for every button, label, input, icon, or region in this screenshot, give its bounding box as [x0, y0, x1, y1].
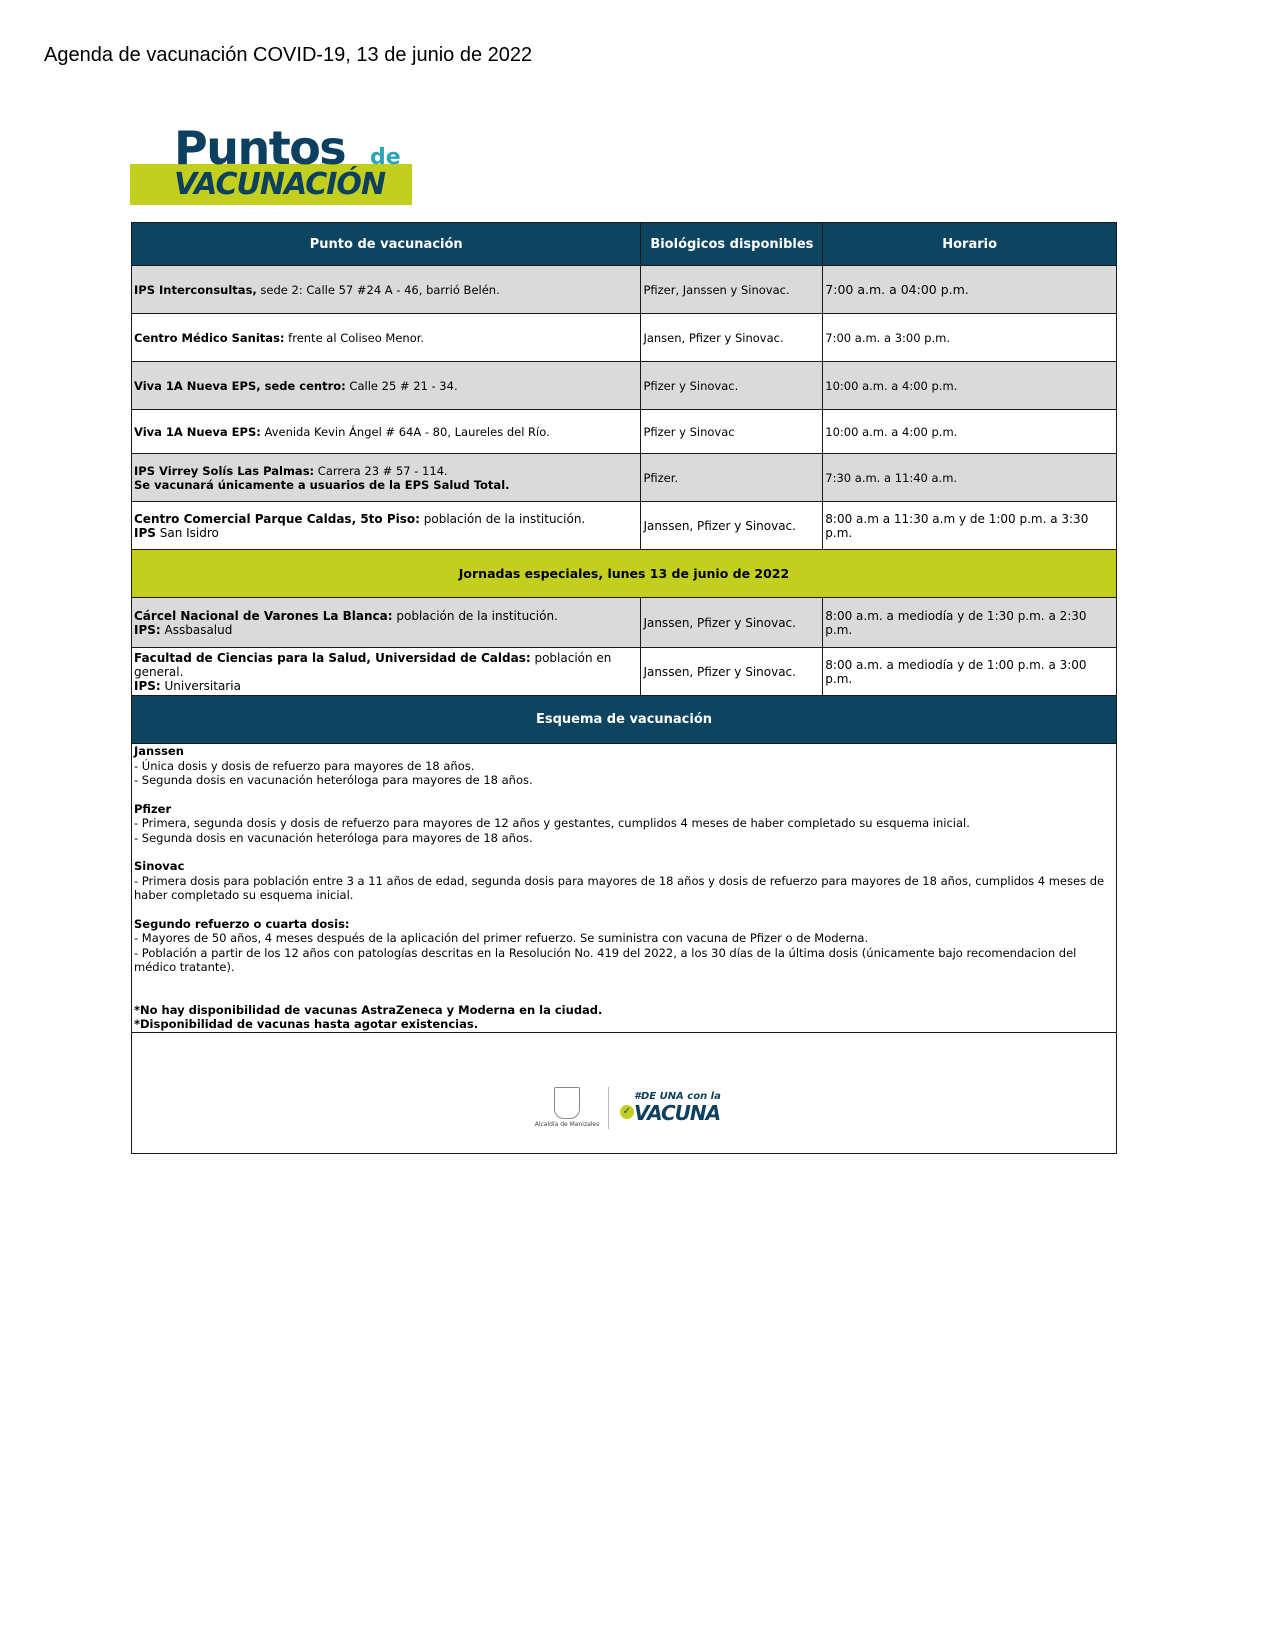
- crest-icon: [554, 1087, 580, 1119]
- ips-label: IPS:: [134, 622, 161, 637]
- punto-detail: sede 2: Calle 57 #24 A - 46, barrió Belén.: [256, 282, 500, 297]
- table-row: [132, 362, 1117, 410]
- punto-detail: Carrera 23 # 57 - 114.: [314, 463, 448, 478]
- esquema-line: - Única dosis y dosis de refuerzo para mayores de 18 años.: [134, 758, 475, 773]
- hora-cell: 8:00 a.m a 11:30 a.m y de 1:00 p.m. a 3:30 p.m.: [823, 502, 1117, 550]
- punto-detail: población de la institución.: [419, 511, 586, 526]
- punto-detail: frente al Coliseo Menor.: [284, 330, 425, 345]
- de-una-vacuna-logo: [620, 1091, 730, 1131]
- table-row: [132, 648, 1117, 696]
- ips-name: San Isidro: [155, 525, 219, 540]
- esquema-pfizer: [134, 802, 1114, 846]
- esquema-block-title: Sinovac: [134, 859, 185, 873]
- esquema-line: - Mayores de 50 años, 4 meses después de la aplicación del primer refuerzo. Se suministra con vacuna de Pfizer o de Moderna.: [134, 931, 869, 945]
- punto-detail: población de la institución.: [392, 608, 558, 623]
- punto-cell: [132, 410, 641, 454]
- check-icon: ✓: [620, 1105, 634, 1119]
- document-title: Agenda de vacunación COVID-19, 13 de junio de 2022: [44, 44, 533, 66]
- hora-cell: 10:00 a.m. a 4:00 p.m.: [823, 362, 1117, 410]
- punto-cell: [132, 598, 641, 648]
- hora-cell: 8:00 a.m. a mediodía y de 1:00 p.m. a 3:00 p.m.: [823, 648, 1117, 696]
- esquema-block-title: Janssen: [134, 744, 184, 758]
- hora-cell: 10:00 a.m. a 4:00 p.m.: [823, 410, 1117, 454]
- esquema-janssen: [134, 744, 1114, 788]
- esquema-block-title: Pfizer: [134, 801, 172, 816]
- punto-note: Se vacunará únicamente a usuarios de la EPS Salud Total.: [134, 477, 510, 492]
- esquema-title: Esquema de vacunación: [132, 696, 1117, 744]
- punto-detail: Avenida Kevin Ángel # 64A - 80, Laureles del Río.: [260, 424, 550, 439]
- punto-cell: [132, 314, 641, 362]
- deuna-top: #DE UNA con la: [634, 1090, 721, 1102]
- punto-name: IPS Interconsultas,: [134, 282, 257, 297]
- bio-cell: Pfizer.: [641, 454, 823, 502]
- esquema-line: - Primera, segunda dosis y dosis de refuerzo para mayores de 12 años y gestantes, cumplidos 4 meses de haber completado su esquema inicial.: [134, 816, 970, 830]
- bio-cell: Janssen, Pfizer y Sinovac.: [641, 648, 823, 696]
- footer-cell: [132, 1032, 1117, 1153]
- puntos-de-vacunacion-logo: [130, 121, 412, 206]
- bio-cell: Pfizer y Sinovac: [641, 410, 823, 454]
- ips-label: IPS:: [134, 678, 161, 693]
- note-line: *No hay disponibilidad de vacunas AstraZeneca y Moderna en la ciudad.: [134, 1002, 603, 1017]
- esquema-line: - Segunda dosis en vacunación heteróloga para mayores de 18 años.: [134, 773, 533, 787]
- table-row: [132, 502, 1117, 550]
- punto-cell: [132, 502, 641, 550]
- ips-label: IPS: [134, 525, 156, 540]
- hora-cell: 7:30 a.m. a 11:40 a.m.: [823, 454, 1117, 502]
- footer-logos: [532, 1087, 732, 1131]
- esquema-line: - Segunda dosis en vacunación heteróloga para mayores de 18 años.: [134, 830, 533, 845]
- header-punto: Punto de vacunación: [132, 223, 641, 266]
- punto-name: Centro Comercial Parque Caldas, 5to Piso:: [134, 511, 420, 526]
- table-row: [132, 314, 1117, 362]
- logo-divider: [608, 1087, 609, 1129]
- bio-cell: Jansen, Pfizer y Sinovac.: [641, 314, 823, 362]
- ips-name: Universitaria: [160, 678, 241, 693]
- punto-cell: [132, 648, 641, 696]
- esquema-segundo-refuerzo: [134, 917, 1114, 975]
- punto-name: Facultad de Ciencias para la Salud, Universidad de Caldas:: [134, 650, 531, 665]
- punto-name: IPS Virrey Solís Las Palmas:: [134, 463, 315, 478]
- bio-cell: Pfizer y Sinovac.: [641, 362, 823, 410]
- punto-cell: [132, 454, 641, 502]
- esquema-line: - Población a partir de los 12 años con patologías descritas en la Resolución No. 419 del 2022, a los 30 días de la última dosis (únicamente bajo recomendacion del médico tratante).: [134, 945, 1077, 974]
- table-row: [132, 266, 1117, 314]
- header-horario: Horario: [823, 223, 1117, 266]
- table-row: [132, 410, 1117, 454]
- esquema-body-row: [132, 744, 1117, 1033]
- hora-cell: 7:00 a.m. a 3:00 p.m.: [823, 314, 1117, 362]
- punto-detail: Calle 25 # 21 - 34.: [345, 378, 458, 393]
- vaccination-table: [131, 222, 1117, 1154]
- header-row: [132, 223, 1117, 266]
- hora-cell: 8:00 a.m. a mediodía y de 1:30 p.m. a 2:30 p.m.: [823, 598, 1117, 648]
- punto-name: Viva 1A Nueva EPS:: [134, 424, 261, 439]
- bio-cell: Janssen, Pfizer y Sinovac.: [641, 598, 823, 648]
- header-biologicos: Biológicos disponibles: [641, 223, 823, 266]
- punto-detail: población en general.: [134, 650, 612, 679]
- special-section-title: Jornadas especiales, lunes 13 de junio de 2022: [132, 550, 1117, 598]
- punto-cell: [132, 362, 641, 410]
- table-row: [132, 598, 1117, 648]
- esquema-content: [132, 744, 1117, 1033]
- deuna-main: VACUNA: [634, 1100, 721, 1125]
- ips-name: Assbasalud: [160, 622, 233, 637]
- alcaldia-text: Alcaldía de Manizales: [534, 1120, 600, 1128]
- hora-cell: 7:00 a.m. a 04:00 p.m.: [823, 266, 1117, 314]
- esquema-sinovac: [134, 859, 1114, 903]
- punto-cell: [132, 266, 641, 314]
- bio-cell: Janssen, Pfizer y Sinovac.: [641, 502, 823, 550]
- esquema-line: - Primera dosis para población entre 3 a 11 años de edad, segunda dosis para mayores de 18 años y dosis de refuerzo para mayores de 18 años, cumplidos 4 meses de haber completado su esquema inicial.: [134, 873, 1105, 902]
- punto-name: Viva 1A Nueva EPS, sede centro:: [134, 378, 346, 393]
- alcaldia-logo: [532, 1087, 602, 1131]
- logo-puntos: Puntos: [174, 121, 346, 175]
- logo-de: de: [370, 145, 401, 170]
- punto-name: Centro Médico Sanitas:: [134, 330, 285, 345]
- logo-vacunacion: VACUNACIÓN: [174, 167, 386, 202]
- table-row: [132, 454, 1117, 502]
- esquema-block-title: Segundo refuerzo o cuarta dosis:: [134, 916, 350, 931]
- note-line: *Disponibilidad de vacunas hasta agotar existencias.: [134, 1017, 479, 1031]
- bio-cell: Pfizer, Janssen y Sinovac.: [641, 266, 823, 314]
- esquema-header-row: [132, 696, 1117, 744]
- special-section-row: [132, 550, 1117, 598]
- punto-name: Cárcel Nacional de Varones La Blanca:: [134, 608, 393, 623]
- footer-row: [132, 1032, 1117, 1153]
